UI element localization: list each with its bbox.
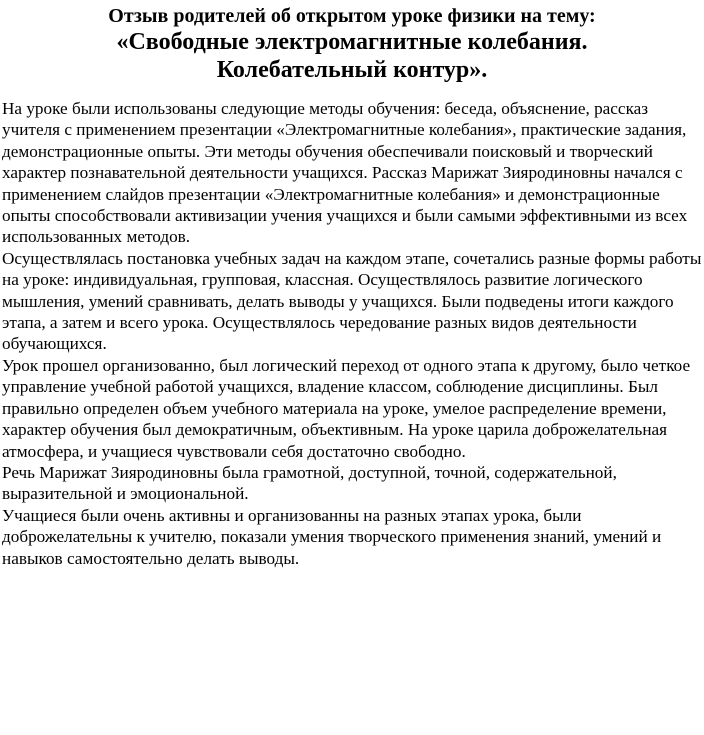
- title-line-1: Отзыв родителей об открытом уроке физики на тему:: [108, 5, 596, 27]
- paragraph-students: Учащиеся были очень активны и организованны на разных этапах урока, были доброжелательны к учителю, показали умения творческого применения знаний, умений и навыков самостоятельно делать выводы.: [2, 505, 662, 568]
- title-line-2: «Свободные электромагнитные колебания.: [116, 29, 588, 55]
- document-title: [0, 4, 704, 84]
- paragraph-tasks: Осуществлялась постановка учебных задач на каждом этапе, сочетались разные формы работы на уроке: индивидуальная, групповая, классная. Осуществлялось развитие логического мышления, умений сравнивать, делать выводы у учащихся. Были подведены итоги каждого этапа, а затем и всего урока. Осуществлялось чередование разных видов деятельности обучающихся.: [2, 248, 702, 354]
- paragraph-methods: На уроке были использованы следующие методы обучения: беседа, объяснение, рассказ учителя с применением презентации «Электромагнитные колебания», практические задания, демонстрационные опыты. Эти методы обучения обеспечивали поисковый и творческий характер познавательной деятельности учащихся. Рассказ Марижат Зияродиновны начался с применением слайдов презентации «Электромагнитные колебания» и демонстрационные опыты способствовали активизации учения учащихся и были самыми эффективными из всех использованных методов.: [2, 99, 688, 247]
- paragraph-organization: Урок прошел организованно, был логический переход от одного этапа к другому, было четкое управление учебной работой учащихся, владение классом, соблюдение дисциплины. Был правильно определен объем учебного материала на уроке, умелое распределение времени, характер обучения был демократичным, объективным. На уроке царила доброжелательная атмосфера, и учащиеся чувствовали себя достаточно свободно.: [2, 355, 691, 461]
- paragraph-speech: Речь Марижат Зияродиновны была грамотной, доступной, точной, содержательной, выразительной и эмоциональной.: [2, 462, 617, 504]
- document-body: [2, 98, 704, 569]
- title-line-3: Колебательный контур».: [216, 57, 488, 83]
